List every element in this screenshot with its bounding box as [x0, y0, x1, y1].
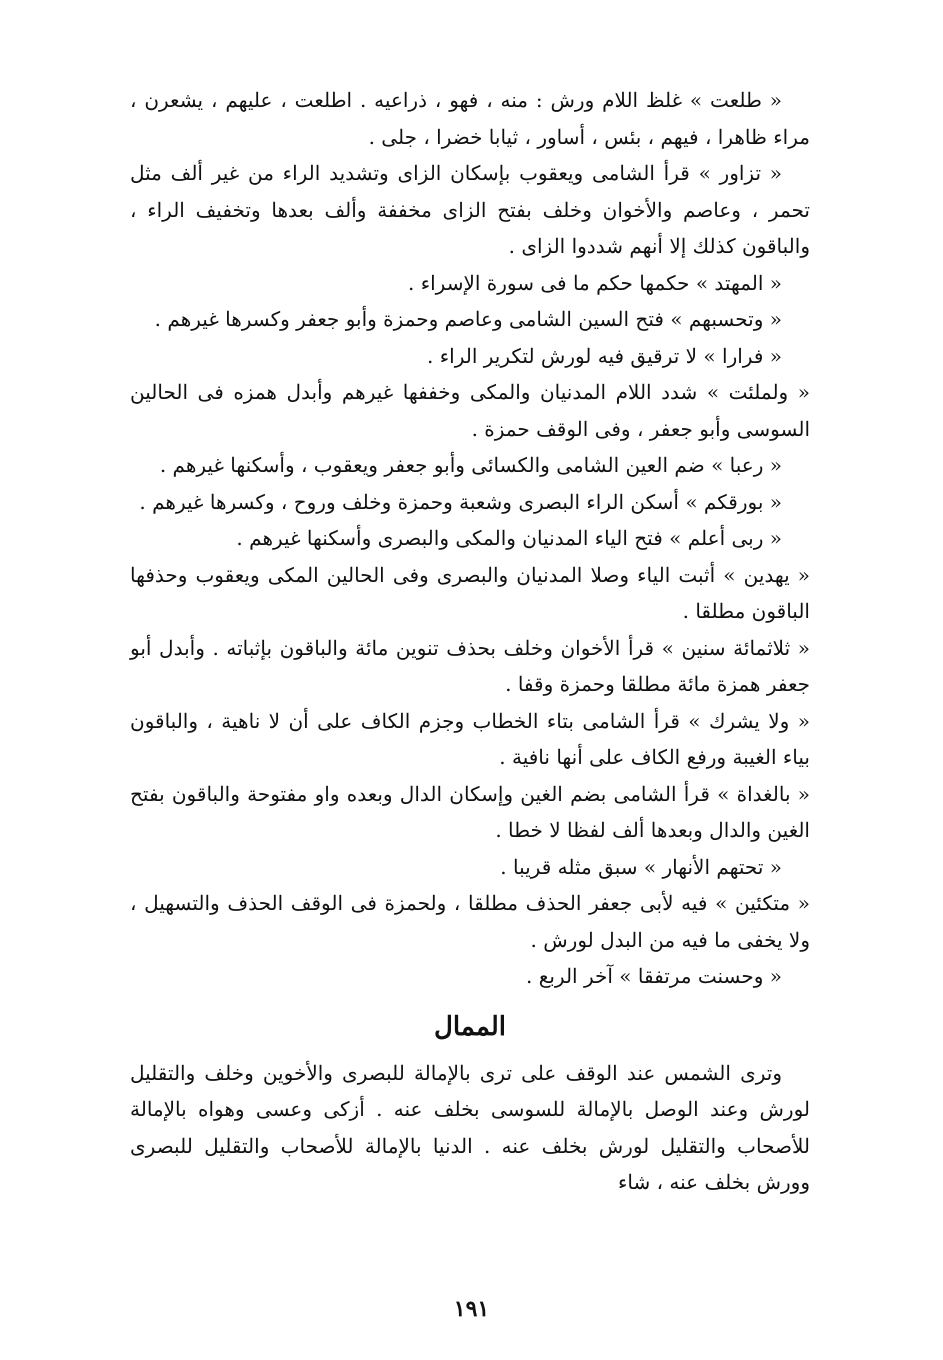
- section-paragraph: وترى الشمس عند الوقف على ترى بالإمالة للبصرى والأخوين وخلف والتقليل لورش وعند الوصل بالإمالة للسوسى بخلف عنه . أزكى وعسى وهواه بالإمالة للأصحاب والتقليل لورش بخلف عنه . الدنيا بالإمالة للأصحاب والتقليل للبصرى وورش بخلف عنه ، شاء: [130, 1060, 810, 1194]
- paragraph-wa-hasunat: « وحسنت مرتفقا » آخر الربع .: [525, 964, 782, 988]
- paragraph-wa-tahsabuhum: « وتحسبهم » فتح السين الشامى وعاصم وحمزة وأبو جعفر وكسرها غيرهم .: [154, 307, 782, 331]
- page-body: [130, 82, 810, 1201]
- page-number: ١٩١: [453, 1296, 490, 1322]
- paragraph-tala-at: « طلعت » غلظ اللام ورش : منه ، فهو ، ذراعيه . اطلعت ، عليهم ، يشعرن ، مراء ظاهرا ، فيهم ، بئس ، أساور ، ثيابا خضرا ، جلى .: [130, 88, 810, 149]
- paragraph-muttaki-in: « متكئين » فيه لأبى جعفر الحذف مطلقا ، ولحمزة فى الوقف الحذف والتسهيل ، ولا يخفى ما فيه من البدل لورش .: [130, 891, 810, 952]
- paragraph-tazawar: « تزاور » قرأ الشامى ويعقوب بإسكان الزاى وتشديد الراء من غير ألف مثل تحمر ، وعاصم والأخوان وخلف بفتح الزاى مخففة وألف بعدها وتخفيف الراء ، والباقون كذلك إلا أنهم شددوا الزاى .: [130, 161, 810, 258]
- paragraph-tahtihim-al-anhar: « تحتهم الأنهار » سبق مثله قريبا .: [500, 854, 782, 879]
- paragraph-wa-lamuli-at: « ولملئت » شدد اللام المدنيان والمكى وخففها غيرهم وأبدل همزه فى الحالين السوسى وأبو جعفر ، وفى الوقف حمزة .: [130, 380, 810, 441]
- paragraph-bi-wariqikum: « بورقكم » أسكن الراء البصرى وشعبة وحمزة وخلف وروح ، وكسرها غيرهم .: [139, 489, 782, 514]
- paragraph-yahdiyan: « يهدين » أثبت الياء وصلا المدنيان والبصرى وفى الحالين المكى ويعقوب وحذفها الباقون مطلقا .: [130, 562, 810, 623]
- paragraph-thalath-mi-a: « ثلاثمائة سنين » قرأ الأخوان وخلف بحذف تنوين مائة والباقون بإثباته . وأبدل أبو جعفر همزة مائة مطلقا وحمزة وقفا .: [130, 635, 810, 696]
- paragraph-bil-ghadat: « بالغداة » قرأ الشامى بضم الغين وإسكان الدال وبعده واو مفتوحة والباقون بفتح الغين والدال وبعدها ألف لفظا لا خطا .: [130, 781, 810, 842]
- paragraph-wa-la-yushrik: « ولا يشرك » قرأ الشامى بتاء الخطاب وجزم الكاف على أن لا ناهية ، والباقون بياء الغيبة ورفع الكاف على أنها نافية .: [130, 708, 810, 769]
- section-heading: الممال: [433, 1011, 507, 1042]
- paragraph-rabbi-a-lam: « ربى أعلم » فتح الياء المدنيان والمكى والبصرى وأسكنها غيرهم .: [236, 526, 782, 550]
- paragraph-ru-ban: « رعبا » ضم العين الشامى والكسائى وأبو جعفر ويعقوب ، وأسكنها غيرهم .: [159, 453, 782, 477]
- paragraph-al-muhtad: « المهتد » حكمها حكم ما فى سورة الإسراء .: [408, 270, 782, 295]
- paragraph-firaran: « فرارا » لا ترقيق فيه لورش لتكرير الراء .: [427, 343, 782, 368]
